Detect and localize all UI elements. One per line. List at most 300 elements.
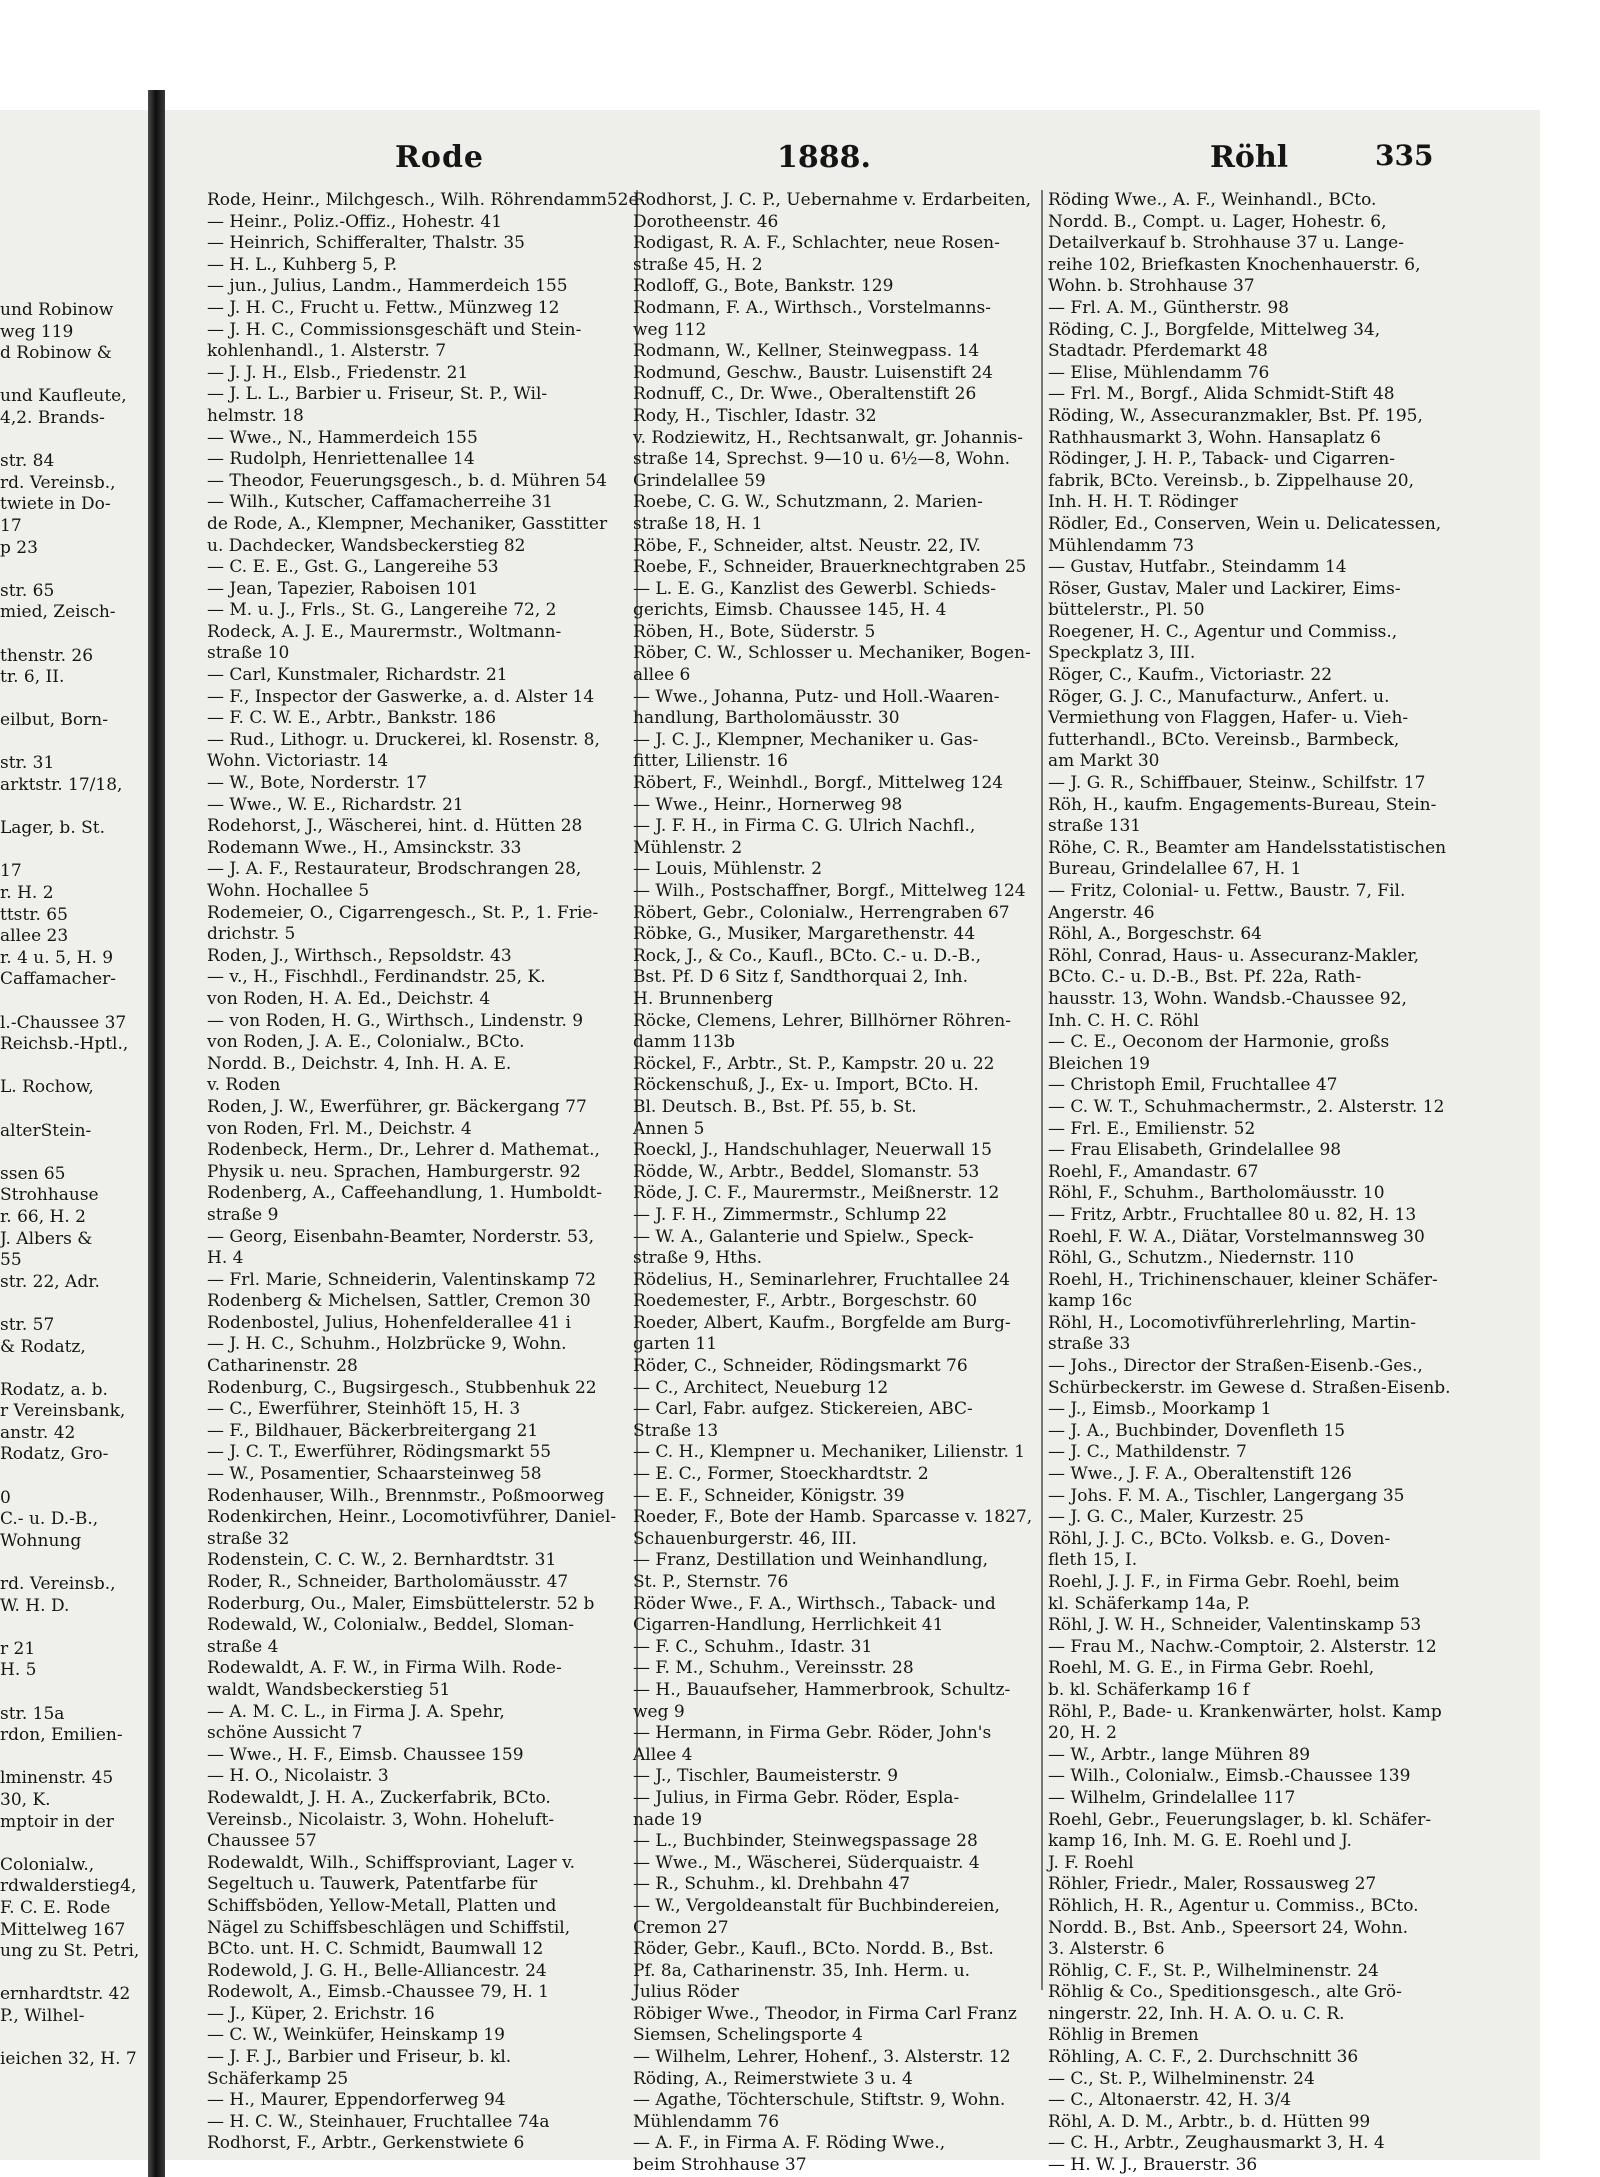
directory-entry-line: Strohhause <box>0 1185 99 1206</box>
directory-entry-line: Rodewald, W., Colonialw., Beddel, Sloman- <box>207 1615 575 1636</box>
directory-entry-line: Wohn. Hochallee 5 <box>207 881 370 901</box>
directory-entry-line: — Rud., Lithogr. u. Druckerei, kl. Rosenstr. 8, <box>207 729 600 750</box>
directory-entry-line: ningerstr. 22, Inh. H. A. O. u. C. R. <box>1048 2003 1345 2024</box>
directory-entry-line: Wohn. Victoriastr. 14 <box>207 751 389 772</box>
directory-entry-line: Roehl, F. W. A., Diätar, Vorstelmannsweg 30 <box>1048 1226 1425 1247</box>
directory-entry-line: — J. F. H., Zimmermstr., Schlump 22 <box>633 1204 948 1225</box>
directory-entry-line: — Louis, Mühlenstr. 2 <box>633 859 823 880</box>
directory-entry-line: — C. H., Klempner u. Mechaniker, Lilienstr. 1 <box>633 1442 1026 1463</box>
directory-entry-line: Nordd. B., Deichstr. 4, Inh. H. A. E. <box>207 1053 512 1074</box>
directory-entry-line: Reichsb.-Hptl., <box>0 1034 129 1055</box>
directory-entry-line: Roeder, F., Bote der Hamb. Sparcasse v. 1827, <box>633 1507 1033 1528</box>
scan-top-margin <box>0 0 1600 110</box>
directory-entry-line: — Wilh., Kutscher, Caffamacherreihe 31 <box>207 492 553 513</box>
directory-entry-line: Rodewold, J. G. H., Belle-Alliancestr. 24 <box>207 1960 547 1981</box>
directory-entry-line: mied, Zeisch- <box>0 602 116 623</box>
directory-entry-line: — J., Eimsb., Moorkamp 1 <box>1048 1399 1272 1420</box>
directory-entry-line: — J. L. L., Barbier u. Friseur, St. P., Wil- <box>207 384 548 405</box>
directory-entry-line: — H., Bauaufseher, Hammerbrook, Schultz- <box>633 1679 1011 1700</box>
directory-entry-line: H. 5 <box>0 1660 37 1681</box>
directory-entry-line: damm 113b <box>633 1032 735 1053</box>
directory-entry-line: Rock, J., & Co., Kaufl., BCto. C.- u. D.-B., <box>633 945 981 966</box>
directory-entry-line: — A. F., in Firma A. F. Röding Wwe., <box>633 2133 946 2154</box>
directory-entry-line: twiete in Do- <box>0 494 111 515</box>
directory-entry-line: Inh. C. H. C. Röhl <box>1048 1010 1199 1031</box>
directory-entry-line: straße 9 <box>207 1204 279 1225</box>
directory-entry-line: Rodmann, W., Kellner, Steinwegpass. 14 <box>633 341 980 362</box>
directory-entry-line: — Franz, Destillation und Weinhandlung, <box>633 1550 988 1571</box>
directory-entry-line: Röhe, C. R., Beamter am Handelsstatistischen <box>1048 837 1447 858</box>
directory-entry-line: rd. Vereinsb., <box>0 472 116 493</box>
directory-entry-line: Vermiethung von Flaggen, Hafer- u. Vieh- <box>1048 708 1409 729</box>
directory-entry-line: — Frl. A. M., Güntherstr. 98 <box>1048 297 1289 318</box>
directory-entry-line: — Wwe., Heinr., Hornerweg 98 <box>633 794 903 815</box>
header-right-catchword: Röhl <box>1210 140 1289 175</box>
header-left-catchword: Rode <box>395 140 485 175</box>
directory-entry-line: hausstr. 13, Wohn. Wandsb.-Chaussee 92, <box>1048 988 1407 1009</box>
directory-entry-line <box>0 559 148 581</box>
directory-entry-line: u. Dachdecker, Wandsbeckerstieg 82 <box>207 535 526 556</box>
directory-entry-line: drichstr. 5 <box>207 924 296 945</box>
directory-entry-line <box>0 840 148 862</box>
directory-entry-line: Röbert, Gebr., Colonialw., Herrengraben 67 <box>633 902 1010 923</box>
directory-entry-line: str. 65 <box>0 580 55 601</box>
directory-entry-line: Grindelallee 59 <box>633 470 766 491</box>
directory-entry-line: handlung, Bartholomäusstr. 30 <box>633 708 900 729</box>
directory-column-1 <box>207 190 639 2154</box>
directory-entry-line: — Wwe., N., Hammerdeich 155 <box>207 427 478 448</box>
directory-entry-line: Rodewaldt, Wilh., Schiffsproviant, Lager v. <box>207 1852 576 1873</box>
directory-entry-line: — W., Arbtr., lange Mühren 89 <box>1048 1744 1311 1765</box>
directory-entry-line: 3. Alsterstr. 6 <box>1048 1939 1165 1960</box>
directory-entry-line: Wohnung <box>0 1530 82 1551</box>
directory-entry-line: von Roden, J. A. E., Colonialw., BCto. <box>207 1032 525 1053</box>
directory-entry-line: Nägel zu Schiffsbeschlägen und Schiffstil, <box>207 1917 571 1938</box>
directory-entry-line: — Frau M., Nachw.-Comptoir, 2. Alsterstr. 12 <box>1048 1636 1437 1657</box>
directory-entry-line: fleth 15, I. <box>1048 1550 1138 1571</box>
directory-entry-line: — E. F., Schneider, Königstr. 39 <box>633 1485 905 1506</box>
directory-entry-line: Rodenberg, A., Caffeehandlung, 1. Humboldt- <box>207 1183 602 1204</box>
directory-entry-line: am Markt 30 <box>1048 751 1160 772</box>
directory-entry-line: — J. A., Buchbinder, Dovenfleth 15 <box>1048 1420 1346 1441</box>
directory-entry-line: — Carl, Kunstmaler, Richardstr. 21 <box>207 665 508 686</box>
directory-entry-line: Röhl, G., Schutzm., Niedernstr. 110 <box>1048 1248 1355 1269</box>
directory-entry-line: Rödelius, H., Seminarlehrer, Fruchtallee 24 <box>633 1269 1010 1290</box>
directory-entry-line: 0 <box>0 1487 11 1508</box>
directory-entry-line: Roeckl, J., Handschuhlager, Neuerwall 15 <box>633 1140 993 1161</box>
directory-entry-line: — R., Schuhm., kl. Drehbahn 47 <box>633 1874 911 1895</box>
directory-entry-line: — Wwe., H. F., Eimsb. Chaussee 159 <box>207 1744 524 1765</box>
directory-entry-line: — J. A. F., Restaurateur, Brodschrangen 28, <box>207 859 582 880</box>
directory-entry-line: fitter, Lilienstr. 16 <box>633 751 788 772</box>
directory-entry-line: v. Rodziewitz, H., Rechtsanwalt, gr. Johannis- <box>633 427 1024 448</box>
previous-page-fragment <box>0 110 148 2160</box>
directory-entry-line: Röbe, F., Schneider, altst. Neustr. 22, IV. <box>633 535 981 556</box>
directory-entry-line: Allee 4 <box>633 1744 693 1765</box>
directory-entry-line: — W., Vergoldeanstalt für Buchbindereien, <box>633 1895 1000 1916</box>
directory-entry-line <box>0 1293 148 1315</box>
directory-entry-line: nade 19 <box>633 1809 703 1830</box>
directory-entry-line: 17 <box>0 515 22 536</box>
directory-entry-line: Röhl, J. W. H., Schneider, Valentinskamp 53 <box>1048 1615 1422 1636</box>
directory-entry-line: — C. E., Oeconom der Harmonie, großs <box>1048 1032 1390 1053</box>
directory-entry-line: r 21 <box>0 1638 36 1659</box>
directory-entry-line: — Gustav, Hutfabr., Steindamm 14 <box>1048 557 1347 578</box>
directory-entry-line: — Wilhelm, Grindelallee 117 <box>1048 1787 1296 1808</box>
directory-entry-line: Rodatz, Gro- <box>0 1444 109 1465</box>
directory-entry-line: Roderburg, Ou., Maler, Eimsbüttelerstr. 52 b <box>207 1593 595 1614</box>
directory-entry-line: — Heinrich, Schifferalter, Thalstr. 35 <box>207 233 525 254</box>
directory-entry-line: — Jean, Tapezier, Raboisen 101 <box>207 578 479 599</box>
directory-entry-line: Röger, C., Kaufm., Victoriastr. 22 <box>1048 665 1333 686</box>
directory-entry-line: waldt, Wandsbeckerstieg 51 <box>207 1679 451 1700</box>
directory-entry-line <box>0 1142 148 1164</box>
directory-entry-line: Caffamacher- <box>0 969 117 990</box>
directory-entry-line: Rodemann Wwe., H., Amsinckstr. 33 <box>207 837 522 858</box>
directory-entry-line: — Christoph Emil, Fruchtallee 47 <box>1048 1075 1338 1096</box>
directory-entry-line: Segeltuch u. Tauwerk, Patentfarbe für <box>207 1874 538 1895</box>
directory-entry-line <box>0 991 148 1013</box>
directory-entry-line: — C. W., Weinküfer, Heinskamp 19 <box>207 2025 505 2046</box>
page-number: 335 <box>1375 139 1434 172</box>
directory-entry-line: lminenstr. 45 <box>0 1768 114 1789</box>
directory-entry-line: Physik u. neu. Sprachen, Hamburgerstr. 92 <box>207 1161 581 1182</box>
directory-entry-line: Rodhorst, J. C. P., Uebernahme v. Erdarbeiten, <box>633 190 1032 210</box>
directory-entry-line: Vereinsb., Nicolaistr. 3, Wohn. Hoheluft- <box>207 1809 555 1830</box>
directory-entry-line <box>0 430 148 452</box>
directory-entry-line: Rodemeier, O., Cigarrengesch., St. P., 1. Frie- <box>207 902 599 923</box>
directory-entry-line: — v., H., Fischhdl., Ferdinandstr. 25, K. <box>207 967 546 988</box>
directory-entry-line: schöne Aussicht 7 <box>207 1723 363 1744</box>
directory-entry-line: F. C. E. Rode <box>0 1897 111 1918</box>
directory-entry-line: ttstr. 65 <box>0 904 68 925</box>
directory-entry-line: r. 66, H. 2 <box>0 1206 86 1227</box>
directory-entry-line: — Rudolph, Henriettenallee 14 <box>207 449 475 470</box>
directory-entry-line: — W. A., Galanterie und Spielw., Speck- <box>633 1226 974 1247</box>
directory-entry-line: Röbke, G., Musiker, Margarethenstr. 44 <box>633 924 976 945</box>
directory-entry-line: — C., Architect, Neueburg 12 <box>633 1377 889 1398</box>
directory-entry-line: rdwalderstieg4, <box>0 1876 137 1897</box>
directory-entry-line: — Wwe., Johanna, Putz- und Holl.-Waaren- <box>633 686 1000 707</box>
directory-entry-line: — Elise, Mühlendamm 76 <box>1048 362 1270 383</box>
directory-entry-line: Schauenburgerstr. 46, III. <box>633 1528 857 1549</box>
directory-entry-line: Röber, C. W., Schlosser u. Mechaniker, Bogen- <box>633 643 1031 664</box>
directory-entry-line: 4,2. Brands- <box>0 407 105 428</box>
directory-entry-line: Röhl, A. D. M., Arbtr., b. d. Hütten 99 <box>1048 2111 1371 2132</box>
directory-entry-line: — C. E. E., Gst. G., Langereihe 53 <box>207 557 499 578</box>
directory-entry-line: — Wilh., Postschaffner, Borgf., Mittelweg 124 <box>633 881 1026 901</box>
directory-entry-line: Rodewaldt, J. H. A., Zuckerfabrik, BCto. <box>207 1787 551 1808</box>
directory-entry-line: Rodenstein, C. C. W., 2. Bernhardtstr. 31 <box>207 1550 557 1571</box>
directory-entry-line: — J. J. H., Elsb., Friedenstr. 21 <box>207 362 469 383</box>
directory-entry-line: Speckplatz 3, III. <box>1048 643 1196 664</box>
directory-entry-line: allee 6 <box>633 665 691 686</box>
directory-entry-line: Röhling, A. C. F., 2. Durchschnitt 36 <box>1048 2047 1359 2068</box>
directory-entry-line: — Frl. Marie, Schneiderin, Valentinskamp 72 <box>207 1269 597 1290</box>
header-year: 1888. <box>777 140 871 175</box>
directory-entry-line: Rodhorst, F., Arbtr., Gerkenstwiete 6 <box>207 2133 525 2154</box>
directory-entry-line: Straße 13 <box>633 1420 719 1441</box>
directory-entry-line: — J. H. C., Frucht u. Fettw., Münzweg 12 <box>207 297 560 318</box>
directory-entry-line: Roehl, Gebr., Feuerungslager, b. kl. Schäfer- <box>1048 1809 1432 1830</box>
directory-entry-line: 30, K. <box>0 1789 51 1810</box>
directory-entry-line: Annen 5 <box>633 1118 705 1139</box>
directory-entry-line: Röhlig & Co., Speditionsgesch., alte Grö- <box>1048 1982 1402 2003</box>
directory-entry-line: — J. G. R., Schiffbauer, Steinw., Schilfstr. 17 <box>1048 773 1426 794</box>
directory-entry-line: rdon, Emilien- <box>0 1725 123 1746</box>
directory-entry-line: beim Strohhause 37 <box>633 2155 807 2176</box>
directory-entry-line: ssen 65 <box>0 1163 66 1184</box>
directory-entry-line: — M. u. J., Frls., St. G., Langereihe 72, 2 <box>207 600 557 621</box>
directory-entry-line: — J. C. T., Ewerführer, Rödingsmarkt 55 <box>207 1442 552 1463</box>
directory-entry-line: futterhandl., BCto. Vereinsb., Barmbeck, <box>1048 729 1400 750</box>
directory-entry-line <box>0 624 148 646</box>
directory-column-3 <box>1048 190 1488 2176</box>
directory-entry-line: r. 4 u. 5, H. 9 <box>0 947 114 968</box>
directory-entry-line <box>0 1682 148 1704</box>
directory-entry-line: mptoir in der <box>0 1811 114 1832</box>
directory-entry-line: Roden, J. W., Ewerführer, gr. Bäckergang 77 <box>207 1096 587 1117</box>
directory-entry-line: Röbert, F., Weinhdl., Borgf., Mittelweg 124 <box>633 773 1004 794</box>
directory-entry-line: fabrik, BCto. Vereinsb., b. Zippelhause 20, <box>1048 470 1414 491</box>
directory-entry-line: Rodehorst, J., Wäscherei, hint. d. Hütten 28 <box>207 816 583 837</box>
directory-entry-line: straße 45, H. 2 <box>633 254 763 275</box>
directory-entry-line: Röhler, Friedr., Maler, Rossausweg 27 <box>1048 1874 1377 1895</box>
directory-entry-line: St. P., Sternstr. 76 <box>633 1572 789 1592</box>
directory-entry-line: straße 9, Hths. <box>633 1248 762 1269</box>
directory-entry-line: Siemsen, Schelingsporte 4 <box>633 2025 863 2046</box>
directory-entry-line <box>0 1552 148 1574</box>
directory-entry-line: straße 10 <box>207 643 290 664</box>
directory-entry-line: straße 33 <box>1048 1334 1131 1355</box>
directory-entry-line: Röhlig, C. F., St. P., Wilhelminenstr. 24 <box>1048 1960 1379 1981</box>
directory-entry-line: Röder, Gebr., Kaufl., BCto. Nordd. B., Bst. <box>633 1939 994 1960</box>
directory-entry-line: Stadtadr. Pferdemarkt 48 <box>1048 341 1268 362</box>
directory-entry-line: — F., Inspector der Gaswerke, a. d. Alster 14 <box>207 686 595 707</box>
directory-entry-line: — Julius, in Firma Gebr. Röder, Espla- <box>633 1787 960 1808</box>
directory-entry-line: Rody, H., Tischler, Idastr. 32 <box>633 405 877 426</box>
directory-entry-line: Schäferkamp 25 <box>207 2068 349 2089</box>
directory-entry-line: Roehl, H., Trichinenschauer, kleiner Schäfer- <box>1048 1269 1438 1290</box>
directory-entry-line: Rode, Heinr., Milchgesch., Wilh. Röhrendamm52e <box>207 190 639 210</box>
directory-entry-line: Mühlenstr. 2 <box>633 837 743 858</box>
directory-entry-line: — C., Altonaerstr. 42, H. 3/4 <box>1048 2090 1292 2111</box>
directory-entry-line: Roegener, H. C., Agentur und Commiss., <box>1048 621 1398 642</box>
directory-entry-line: — Johs. F. M. A., Tischler, Langergang 35 <box>1048 1485 1405 1506</box>
directory-entry-line: Rodmann, F. A., Wirthsch., Vorstelmanns- <box>633 297 991 318</box>
directory-entry-line <box>0 365 148 387</box>
directory-entry-line: Bureau, Grindelallee 67, H. 1 <box>1048 859 1302 880</box>
directory-entry-line: ernhardtstr. 42 <box>0 1984 131 2005</box>
directory-entry-line: allee 23 <box>0 926 69 947</box>
directory-entry-line: Roden, J., Wirthsch., Repsoldstr. 43 <box>207 945 512 966</box>
directory-entry-line: — L., Buchbinder, Steinwegspassage 28 <box>633 1831 978 1852</box>
directory-entry-line: — J. H. C., Schuhm., Holzbrücke 9, Wohn. <box>207 1334 567 1355</box>
directory-entry-line: — C. W. T., Schuhmachermstr., 2. Alsterstr. 12 <box>1048 1096 1445 1117</box>
directory-entry-line: Rödinger, J. H. P., Taback- und Cigarren- <box>1048 449 1395 470</box>
directory-entry-line <box>0 1747 148 1769</box>
directory-entry-line: d Robinow & <box>0 343 112 364</box>
directory-entry-line: kamp 16c <box>1048 1291 1132 1312</box>
directory-entry-line: r. H. 2 <box>0 883 54 904</box>
directory-entry-line: Bl. Deutsch. B., Bst. Pf. 55, b. St. <box>633 1096 917 1117</box>
directory-entry-line: Rodenbeck, Herm., Dr., Lehrer d. Mathemat., <box>207 1140 600 1161</box>
directory-entry-line: W. H. D. <box>0 1595 70 1616</box>
directory-entry-line: Röhl, H., Locomotivführerlehrling, Martin- <box>1048 1312 1416 1333</box>
directory-entry-line: L. Rochow, <box>0 1077 94 1098</box>
directory-entry-line: straße 32 <box>207 1528 290 1549</box>
directory-entry-line: Roeder, Albert, Kaufm., Borgfelde am Burg- <box>633 1312 1011 1333</box>
directory-entry-line: — H. W. J., Brauerstr. 36 <box>1048 2155 1258 2176</box>
directory-entry-line: Rathhausmarkt 3, Wohn. Hansaplatz 6 <box>1048 427 1381 448</box>
directory-entry-line: Röhlig in Bremen <box>1048 2025 1199 2046</box>
directory-entry-line <box>0 1617 148 1639</box>
directory-entry-line: str. 15a <box>0 1703 65 1724</box>
directory-entry-line: — Johs., Director der Straßen-Eisenb.-Ges., <box>1048 1356 1423 1377</box>
directory-entry-line: Bst. Pf. D 6 Sitz f, Sandthorquai 2, Inh. <box>633 967 969 988</box>
directory-entry-line: Roehl, M. G. E., in Firma Gebr. Roehl, <box>1048 1658 1375 1679</box>
directory-entry-line: — E. C., Former, Stoeckhardtstr. 2 <box>633 1464 929 1485</box>
directory-entry-line: Rodenbostel, Julius, Hohenfelderallee 41 i <box>207 1312 571 1333</box>
directory-entry-line: Röhl, J. J. C., BCto. Volksb. e. G., Doven- <box>1048 1528 1391 1549</box>
directory-entry-line: BCto. C.- u. D.-B., Bst. Pf. 22a, Rath- <box>1048 967 1362 988</box>
directory-entry-line: Roehl, F., Amandastr. 67 <box>1048 1161 1259 1182</box>
directory-entry-line: r Vereinsbank, <box>0 1401 126 1422</box>
directory-entry-line: de Rode, A., Klempner, Mechaniker, Gasstitter <box>207 513 608 534</box>
directory-entry-line: 20, H. 2 <box>1048 1723 1117 1744</box>
directory-entry-line: Angerstr. 46 <box>1048 902 1155 923</box>
directory-entry-line: l.-Chaussee 37 <box>0 1012 127 1033</box>
directory-entry-line: Röben, H., Bote, Süderstr. 5 <box>633 621 876 642</box>
directory-entry-line: — F., Bildhauer, Bäckerbreitergang 21 <box>207 1420 539 1441</box>
directory-entry-line: v. Roden <box>207 1075 281 1096</box>
directory-entry-line: C.- u. D.-B., <box>0 1509 99 1530</box>
directory-entry-line <box>0 1963 148 1985</box>
directory-entry-line: Rodatz, a. b. <box>0 1379 108 1400</box>
directory-entry-line: str. 22, Adr. <box>0 1271 100 1292</box>
directory-entry-line: büttelerstr., Pl. 50 <box>1048 600 1205 621</box>
directory-entry-line: Chaussee 57 <box>207 1831 317 1852</box>
directory-entry-line: p 23 <box>0 537 38 558</box>
directory-entry-line: Röding, A., Reimerstwiete 3 u. 4 <box>633 2068 913 2089</box>
directory-entry-line: und Kaufleute, <box>0 386 127 407</box>
directory-entry-line: Nordd. B., Bst. Anb., Speersort 24, Wohn. <box>1048 1917 1409 1938</box>
directory-entry-line: Röhl, P., Bade- u. Krankenwärter, holst. Kamp <box>1048 1701 1442 1722</box>
directory-entry-line: Röding Wwe., A. F., Weinhandl., BCto. <box>1048 190 1377 210</box>
directory-entry-line: — F. M., Schuhm., Vereinsstr. 28 <box>633 1658 914 1679</box>
directory-entry-line: Julius Röder <box>633 1982 739 2003</box>
directory-entry-line <box>0 2028 148 2050</box>
directory-entry-line: str. 84 <box>0 451 55 472</box>
directory-entry-line: b. kl. Schäferkamp 16 f <box>1048 1679 1250 1700</box>
directory-entry-line: Röder Wwe., F. A., Wirthsch., Taback- und <box>633 1593 996 1614</box>
directory-entry-line: Wohn. b. Strohhause 37 <box>1048 276 1255 297</box>
directory-entry-line: Pf. 8a, Catharinenstr. 35, Inh. Herm. u. <box>633 1960 971 1981</box>
directory-entry-line: straße 131 <box>1048 816 1142 837</box>
directory-entry-line: Detailverkauf b. Strohhause 37 u. Lange- <box>1048 233 1404 254</box>
directory-entry-line: Rodnuff, C., Dr. Wwe., Oberaltenstift 26 <box>633 384 977 405</box>
directory-entry-line: — J. F. H., in Firma C. G. Ulrich Nachfl., <box>633 816 976 837</box>
directory-entry-line: kl. Schäferkamp 14a, P. <box>1048 1593 1251 1614</box>
directory-entry-line: arktstr. 17/18, <box>0 775 123 796</box>
directory-entry-line: & Rodatz, <box>0 1336 86 1357</box>
directory-entry-line: — Wilhelm, Lehrer, Hohenf., 3. Alsterstr. 12 <box>633 2047 1011 2068</box>
directory-entry-line: — J. C., Mathildenstr. 7 <box>1048 1442 1247 1463</box>
directory-entry-line: alterStein- <box>0 1120 92 1141</box>
directory-entry-line: Inh. H. H. T. Rödinger <box>1048 492 1238 513</box>
directory-entry-line: Rodewaldt, A. F. W., in Firma Wilh. Rode- <box>207 1658 562 1679</box>
directory-entry-line: und Robinow <box>0 300 114 320</box>
directory-entry-line: ung zu St. Petri, <box>0 1941 140 1962</box>
directory-entry-line: — J., Tischler, Baumeisterstr. 9 <box>633 1766 899 1787</box>
directory-entry-line: Rodigast, R. A. F., Schlachter, neue Rosen- <box>633 233 1000 254</box>
directory-entry-line: — J. G. C., Maler, Kurzestr. 25 <box>1048 1507 1304 1528</box>
directory-entry-line: Röser, Gustav, Maler und Lackirer, Eims- <box>1048 578 1401 599</box>
directory-entry-line: Rodenkirchen, Heinr., Locomotivführer, Daniel- <box>207 1507 617 1528</box>
directory-entry-line: Lager, b. St. <box>0 818 106 839</box>
page-header <box>165 135 1540 195</box>
directory-entry-line: Rödde, W., Arbtr., Beddel, Slomanstr. 53 <box>633 1161 980 1182</box>
directory-entry-line: Mühlendamm 73 <box>1048 535 1195 556</box>
directory-entry-line: garten 11 <box>633 1334 718 1355</box>
directory-column-2 <box>633 190 1065 2176</box>
directory-entry-line: anstr. 42 <box>0 1422 76 1443</box>
directory-entry-line: — C. H., Arbtr., Zeughausmarkt 3, H. 4 <box>1048 2133 1385 2154</box>
directory-entry-line: Rodenhauser, Wilh., Brennmstr., Poßmoorweg <box>207 1485 605 1506</box>
directory-entry-line: Bleichen 19 <box>1048 1053 1150 1074</box>
directory-entry-line: kamp 16, Inh. M. G. E. Roehl und J. <box>1048 1831 1352 1852</box>
directory-entry-line: J. F. Roehl <box>1048 1852 1134 1873</box>
directory-entry-line <box>0 1358 148 1380</box>
directory-entry-line: Mittelweg 167 <box>0 1919 126 1940</box>
directory-entry-line: Rodeck, A. J. E., Maurermstr., Woltmann- <box>207 621 562 642</box>
directory-entry-line: Röh, H., kaufm. Engagements-Bureau, Stein- <box>1048 794 1437 815</box>
directory-entry-line: — F. C., Schuhm., Idastr. 31 <box>633 1636 873 1657</box>
directory-entry-line: — Theodor, Feuerungsgesch., b. d. Mühren 54 <box>207 470 607 491</box>
directory-entry-line: 17 <box>0 861 22 882</box>
directory-entry-line: straße 4 <box>207 1636 279 1657</box>
directory-entry-line: Rodewolt, A., Eimsb.-Chaussee 79, H. 1 <box>207 1982 549 2003</box>
directory-entry-line: — Fritz, Arbtr., Fruchtallee 80 u. 82, H. 13 <box>1048 1204 1417 1225</box>
directory-entry-line: Roehl, J. J. F., in Firma Gebr. Roehl, beim <box>1048 1572 1400 1592</box>
directory-entry-line: Roedemester, F., Arbtr., Borgeschstr. 60 <box>633 1291 978 1312</box>
directory-entry-line: — von Roden, H. G., Wirthsch., Lindenstr. 9 <box>207 1010 584 1031</box>
directory-entry-line <box>0 1466 148 1488</box>
directory-entry-line: Rödler, Ed., Conserven, Wein u. Delicatessen, <box>1048 513 1442 534</box>
directory-entry-line: Colonialw., <box>0 1854 95 1875</box>
directory-entry-line: Röhlich, H. R., Agentur u. Commiss., BCto. <box>1048 1895 1419 1916</box>
directory-entry-line: — Frau Elisabeth, Grindelallee 98 <box>1048 1140 1342 1161</box>
directory-entry-line: — H. C. W., Steinhauer, Fruchtallee 74a <box>207 2111 550 2132</box>
directory-entry-line: Rodmund, Geschw., Baustr. Luisenstift 24 <box>633 362 993 383</box>
directory-entry-line: Roebe, C. G. W., Schutzmann, 2. Marien- <box>633 492 983 513</box>
directory-entry-line: — Heinr., Poliz.-Offiz., Hohestr. 41 <box>207 211 503 232</box>
directory-entry-line: — Georg, Eisenbahn-Beamter, Norderstr. 53, <box>207 1226 595 1247</box>
directory-entry-line: — C., St. P., Wilhelminenstr. 24 <box>1048 2068 1315 2089</box>
directory-entry-line: — J. C. J., Klempner, Mechaniker u. Gas- <box>633 729 979 750</box>
directory-entry-line: Schiffsböden, Yellow-Metall, Platten und <box>207 1895 557 1916</box>
directory-entry-line: str. 31 <box>0 753 55 774</box>
directory-entry-line: Röding, W., Assecuranzmakler, Bst. Pf. 195, <box>1048 405 1423 426</box>
directory-entry-line <box>0 732 148 754</box>
directory-entry-line: — Frl. E., Emilienstr. 52 <box>1048 1118 1256 1139</box>
book-gutter <box>148 90 165 2177</box>
directory-entry-line: — F. C. W. E., Arbtr., Bankstr. 186 <box>207 708 497 729</box>
previous-page-column <box>0 300 148 2100</box>
directory-entry-line: weg 112 <box>633 319 707 340</box>
directory-entry-line: — Frl. M., Borgf., Alida Schmidt-Stift 48 <box>1048 384 1395 405</box>
directory-entry-line: — H., Maurer, Eppendorferweg 94 <box>207 2090 506 2111</box>
